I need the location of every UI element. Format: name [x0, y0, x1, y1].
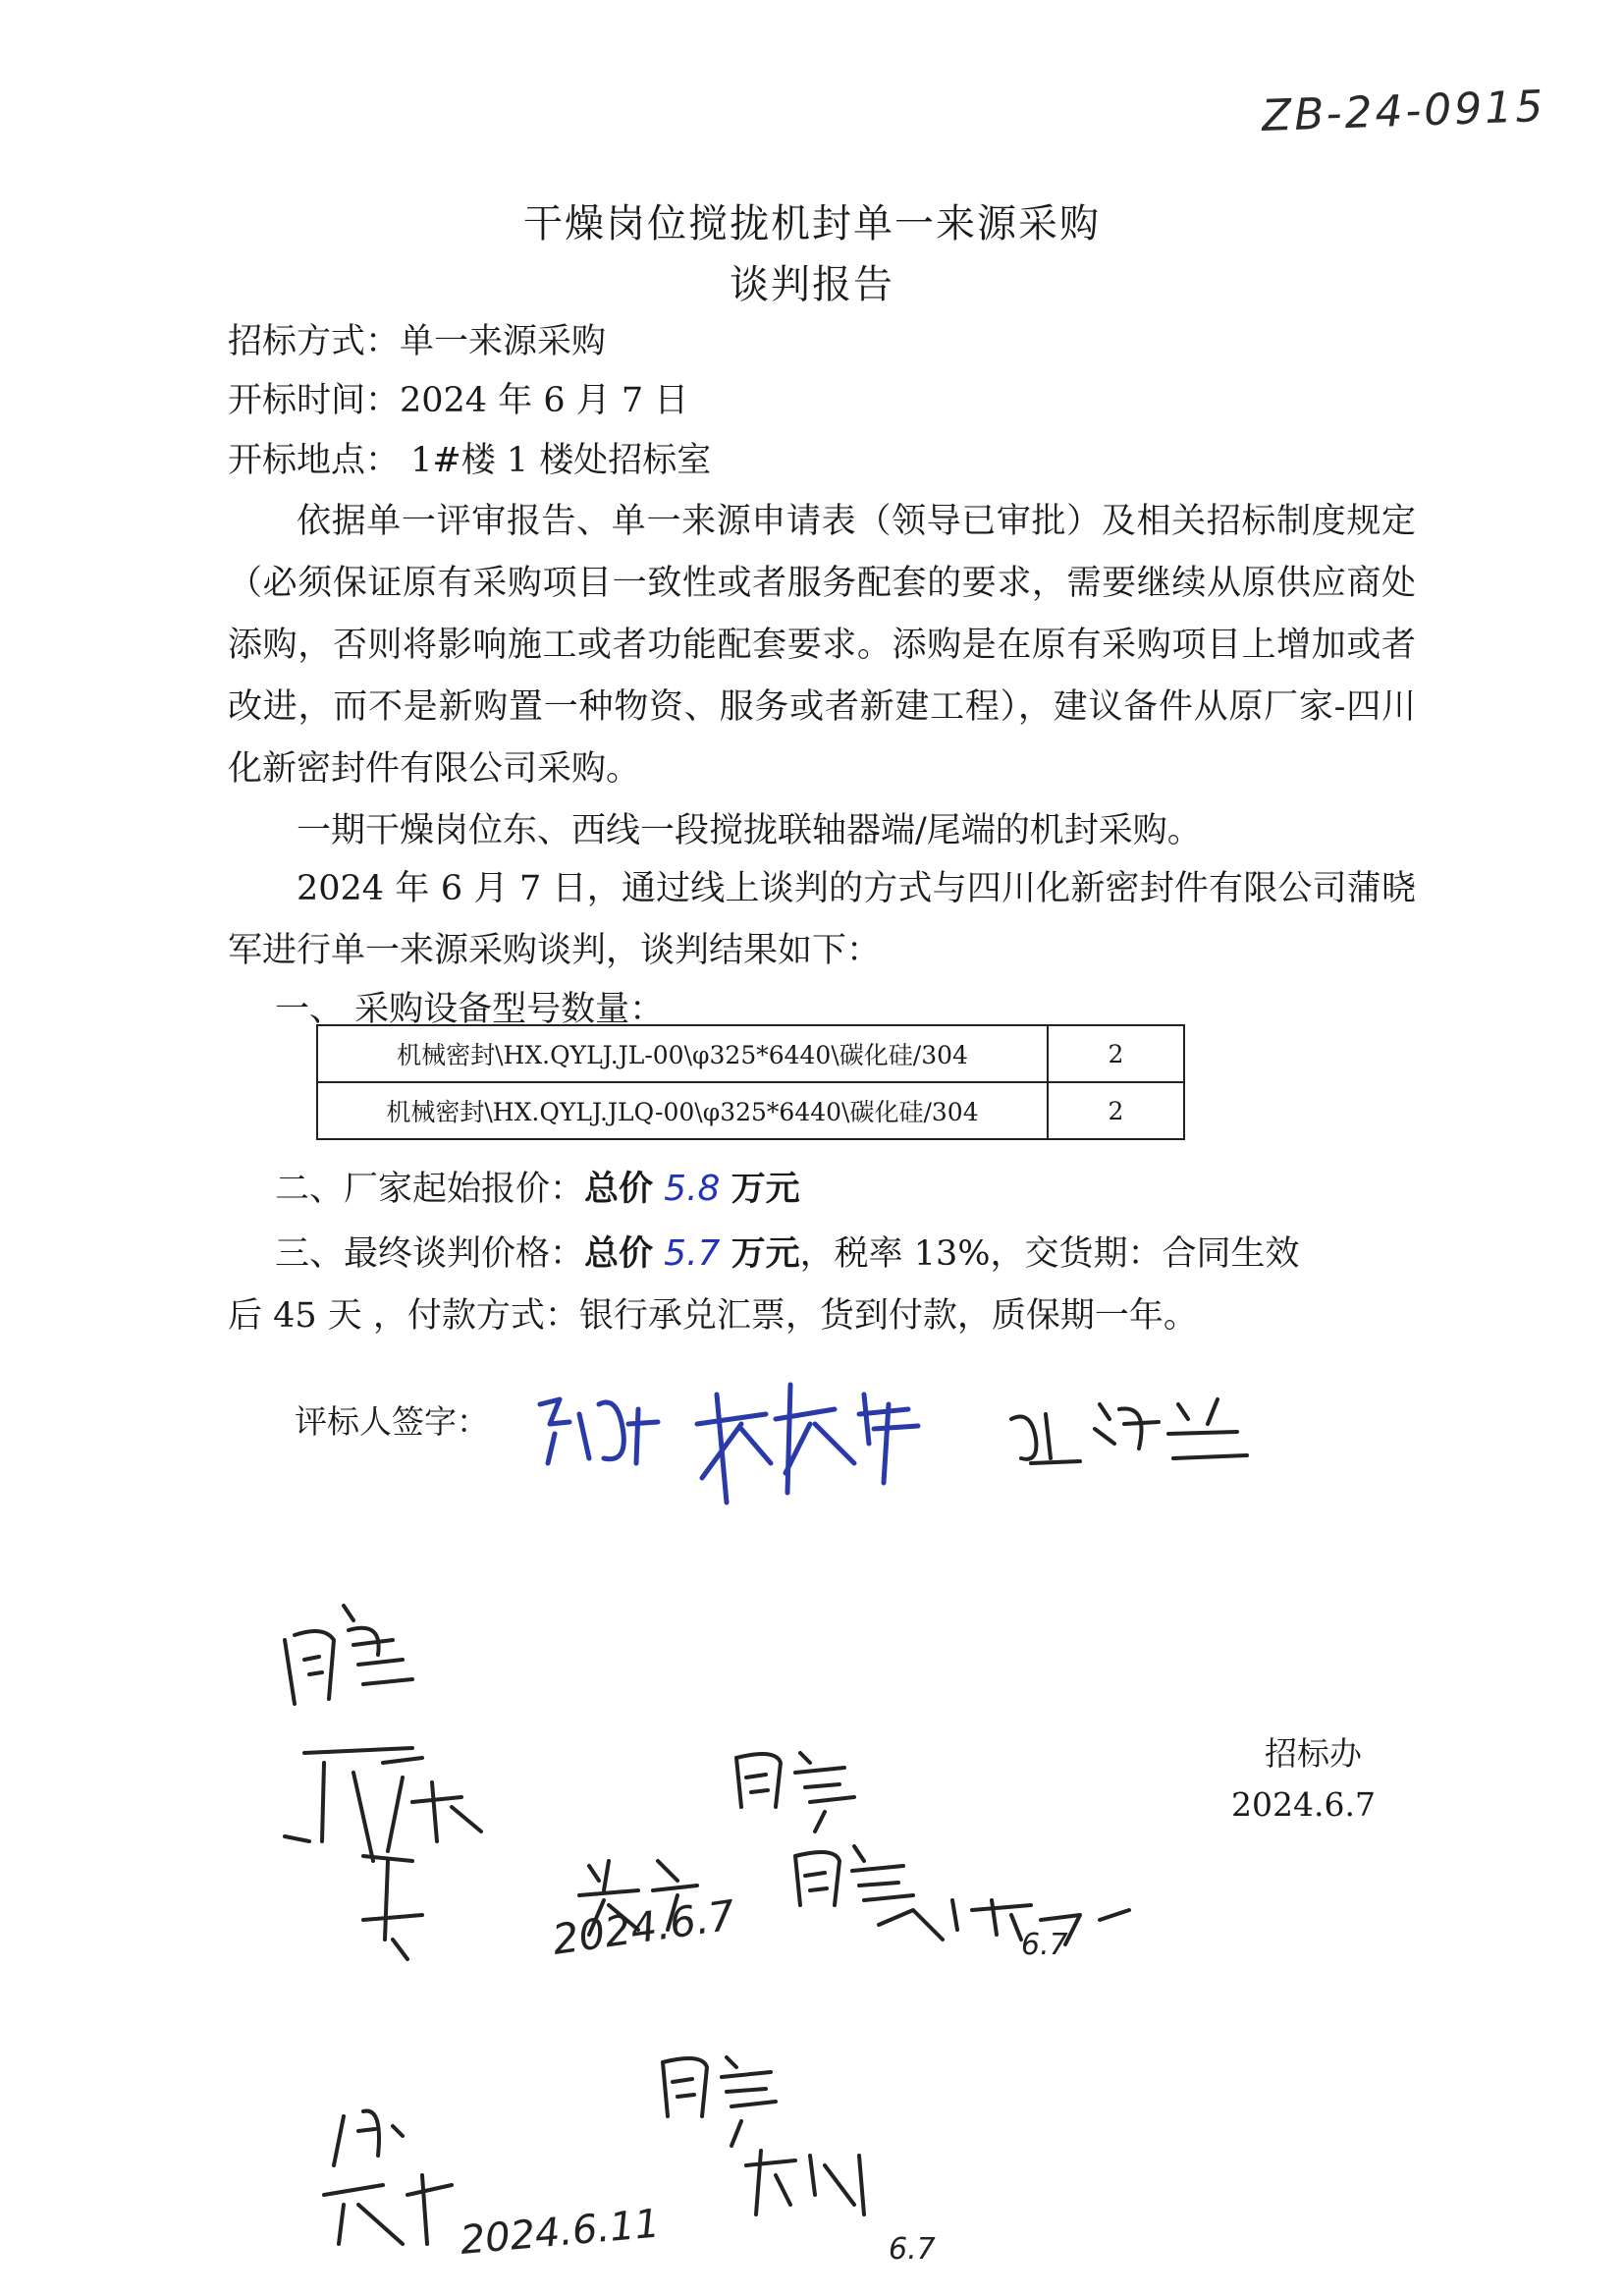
section-1-heading: 一、 采购设备型号数量： [275, 990, 665, 1029]
bidding-office-name: 招标办 [1265, 1734, 1362, 1773]
handwritten-note [736, 1753, 854, 1831]
evaluator-signatures [530, 1365, 1257, 1512]
signature-scribble [540, 1399, 658, 1463]
handwritten-signature [285, 1748, 481, 1861]
bidding-office-date: 2024.6.7 [1231, 1785, 1376, 1824]
section-2-initial-quote [275, 1162, 800, 1211]
section-2-label: 二、厂家起始报价： [275, 1170, 585, 1209]
equipment-table [316, 1024, 1185, 1140]
table-row [317, 1025, 1184, 1082]
document-number: ZB-24-0915 [1261, 81, 1547, 142]
bid-location: 开标地点： 1#楼 1 楼处招标室 [228, 441, 712, 480]
handwritten-note [795, 1846, 913, 1905]
table-row [317, 1082, 1184, 1139]
section-3-unit: 万元 [731, 1233, 800, 1274]
paragraph-scope: 一期干燥岗位东、西线一段搅拢联轴器端/尾端的机封采购。 [297, 811, 1202, 850]
signature-scribble [1011, 1399, 1247, 1463]
paragraph-basis: 依据单一评审报告、单一来源申请表（领导已审批）及相关招标制度规定（必须保证原有采购项目一致性或者服务配套的要求，需要继续从原供应商处添购，否则将影响施工或者功能配套要求。添购是在原有采购项目上增加或者改进，而不是新购置一种物资、服务或者新建工程），建议备件从原厂家-四川化新密封件有限公司采购。 [228, 502, 1416, 789]
section-3-rest: ，税率 13%，交货期：合同生效 [799, 1234, 1300, 1274]
section-3-line-2: 后 45 天 ，付款方式：银行承兑汇票，货到付款，质保期一年。 [228, 1296, 1198, 1336]
handwritten-date: 2024.6.11 [458, 2201, 662, 2264]
section-2-unit: 万元 [731, 1169, 800, 1209]
handwritten-date: 6.7 [889, 2232, 936, 2267]
item-quantity: 2 [1048, 1082, 1184, 1139]
section-3-value: 5.7 [664, 1233, 721, 1274]
handwritten-date: 6.7 [1021, 1928, 1068, 1962]
item-description: 机械密封\HX.QYLJ.JLQ-00\φ325*6440\碳化硅/304 [317, 1082, 1048, 1139]
handwritten-note [663, 2057, 776, 2146]
handwritten-note [285, 1606, 412, 1704]
item-description: 机械密封\HX.QYLJ.JL-00\φ325*6440\碳化硅/304 [317, 1025, 1048, 1082]
paragraph-negotiation: 2024 年 6 月 7 日，通过线上谈判的方式与四川化新密封件有限公司蒲晓军进行单一来源采购谈判，谈判结果如下： [228, 869, 1416, 970]
section-2-value: 5.8 [664, 1169, 721, 1209]
section-3-final-price [275, 1227, 1300, 1276]
handwritten-signature [746, 2151, 864, 2214]
bid-method: 招标方式：单一来源采购 [228, 322, 607, 361]
bid-time: 开标时间：2024 年 6 月 7 日 [228, 381, 689, 420]
section-2-total-label: 总价 [584, 1169, 654, 1209]
title-line-1: 干燥岗位搅拢机封单一来源采购 [523, 201, 1101, 246]
section-3-label: 三、最终谈判价格： [275, 1234, 585, 1274]
evaluator-signature-label: 评标人签字： [295, 1402, 489, 1441]
section-3-total-label: 总价 [584, 1233, 654, 1274]
handwritten-date: 2024.6.7 [549, 1890, 738, 1964]
title-line-2: 谈判报告 [730, 262, 894, 307]
signature-scribble [697, 1385, 918, 1503]
handwritten-signature [363, 1856, 422, 1959]
handwritten-signature [879, 1900, 1129, 1944]
item-quantity: 2 [1048, 1025, 1184, 1082]
handwritten-signature [324, 2111, 452, 2244]
approval-handwriting [265, 1566, 1591, 2273]
